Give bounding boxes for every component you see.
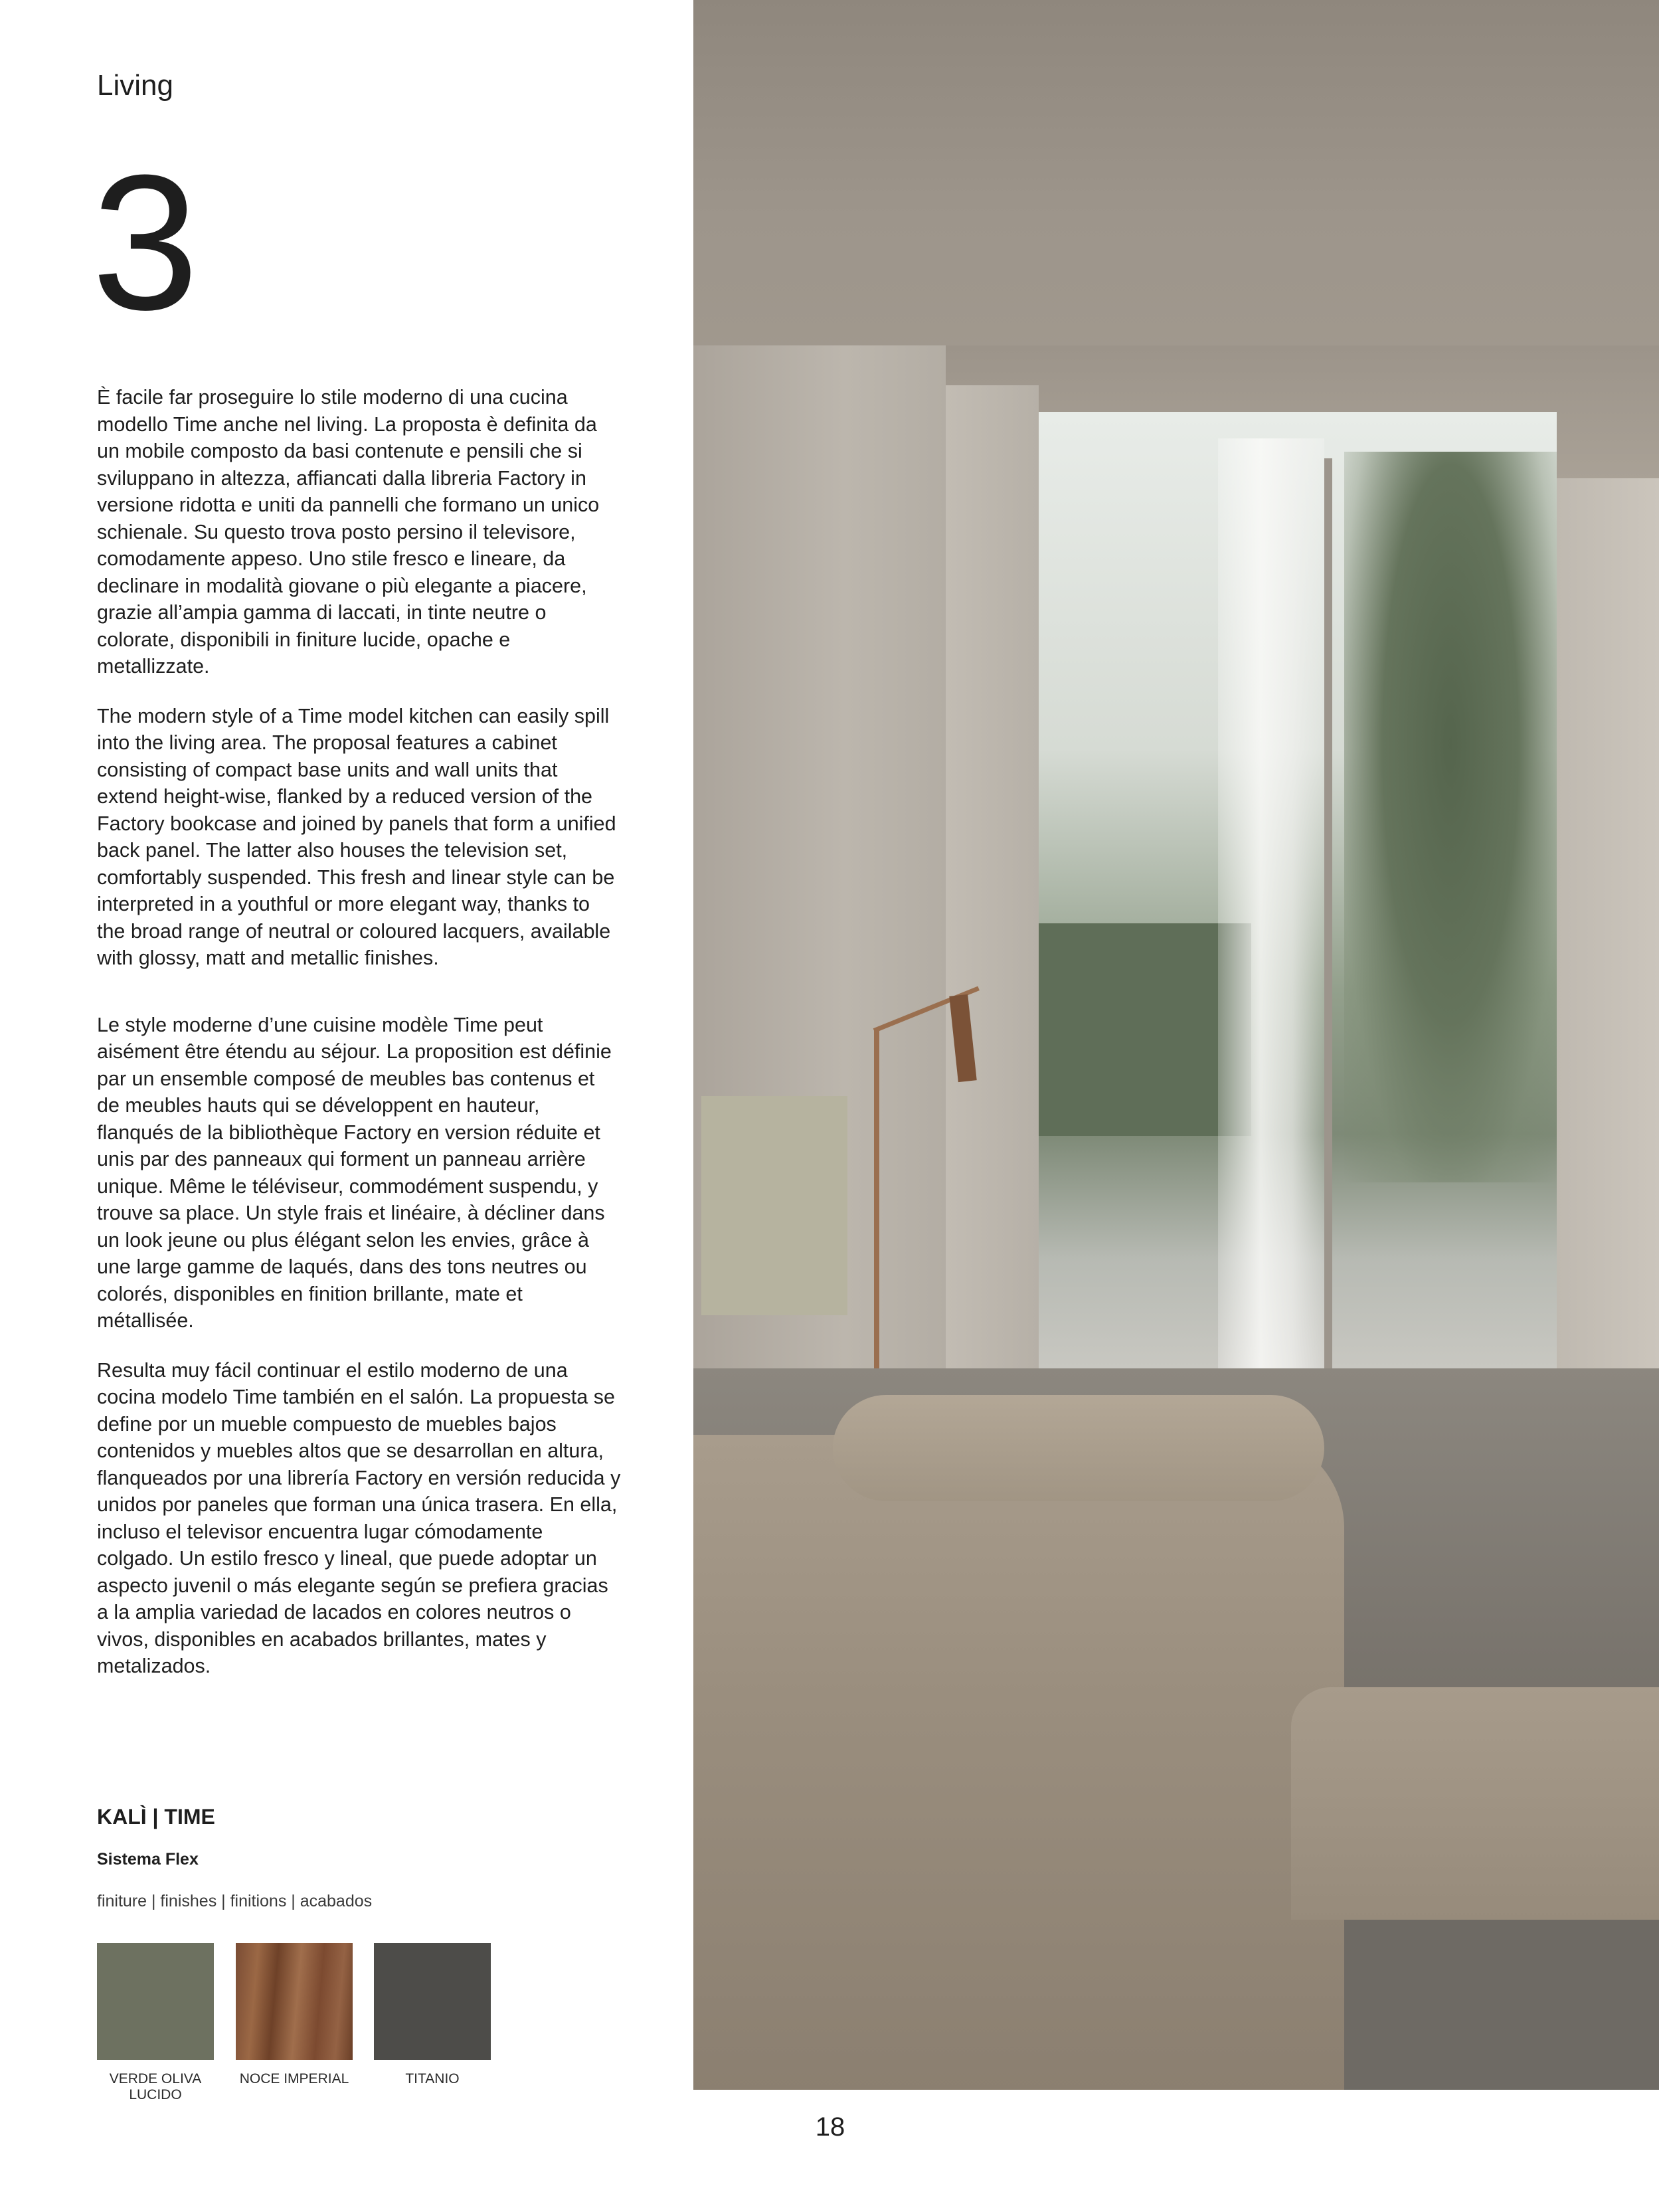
finishes-label: finiture | finishes | finitions | acabados	[97, 1892, 373, 1910]
section-label: Living	[97, 69, 173, 102]
swatch-verde-oliva	[97, 1943, 214, 2060]
floor-lamp	[874, 1028, 879, 1387]
swatch-label: VERDE OLIVA LUCIDO	[109, 2071, 202, 2102]
interior-photo	[693, 0, 1659, 2090]
chapter-number: 3	[92, 135, 199, 350]
swatch-label: NOCE IMPERIAL	[239, 2071, 349, 2086]
page-number: 18	[815, 2112, 845, 2142]
swatch-label: TITANIO	[405, 2071, 460, 2086]
paragraph-italian: È facile far proseguire lo stile moderno di una cucina modello Time anche nel living. La proposta è definita da un mobile composto da basi contenute e pensili che si sviluppano in altezza, affiancati dalla libreria Factory in versione ridotta e uniti da pannelli che formano un unico schienale. Su questo trova posto persino il televisore, comodamente appeso. Uno stile fresco e lineare, da declinare in modalità giovane o più elegante a piacere, grazie all’ampia gamma di laccati, in tinte neutre o colorate, disponibili in finiture lucide, opache e metallizzate.	[97, 386, 600, 678]
swatch-noce-imperial	[236, 1943, 353, 2060]
product-title: KALÌ | TIME	[97, 1805, 215, 1829]
product-system: Sistema Flex	[97, 1850, 199, 1869]
paragraph-french: Le style moderne d’une cuisine modèle Time peut aisément être étendu au séjour. La proposition est définie par un ensemble composé de meubles bas contenus et de meubles hauts qui se développent en hauteur, flanqués de la bibliothèque Factory en version réduite et unis par des panneaux qui forment un panneau arrière unique. Même le téléviseur, commodément suspendu, y trouve sa place. Un style frais et linéaire, à décliner dans un look jeune ou plus élégant selon les envies, grâce à une large gamme de laqués, dans des tons neutres ou colorés, disponibles en finition brillante, mate et métallisée.	[97, 1013, 612, 1332]
paragraph-english: The modern style of a Time model kitchen can easily spill into the living area. The proposal features a cabinet consisting of compact base units and wall units that extend height-wise, flanked by a reduced version of the Factory bookcase and joined by panels that form a unified back panel. The latter also houses the television set, comfortably suspended. This fresh and linear style can be interpreted in a youthful or more elegant way, thanks to the broad range of neutral or coloured lacquers, available with glossy, matt and metallic finishes.	[97, 704, 616, 969]
description-text	[97, 384, 622, 1703]
wall-cabinet	[701, 1096, 847, 1315]
paragraph-spanish: Resulta muy fácil continuar el estilo moderno de una cocina modelo Time también en el salón. La propuesta se define por un mueble compuesto de muebles bajos contenidos y muebles altos que se desarrollan en altura, flanqueados por una librería Factory en versión reducida y unidos por paneles que forman una única trasera. En ella, incluso el televisor encuentra lugar cómodamente colgado. Un estilo fresco y lineal, que puede adoptar un aspecto juvenil o más elegante según se prefiera gracias a la amplia variedad de lacados en colores neutros o vivos, disponibles en acabados brillantes, mates y metalizados.	[97, 1358, 621, 1677]
swatch-titanio	[374, 1943, 491, 2060]
sofa	[693, 1435, 1344, 2090]
